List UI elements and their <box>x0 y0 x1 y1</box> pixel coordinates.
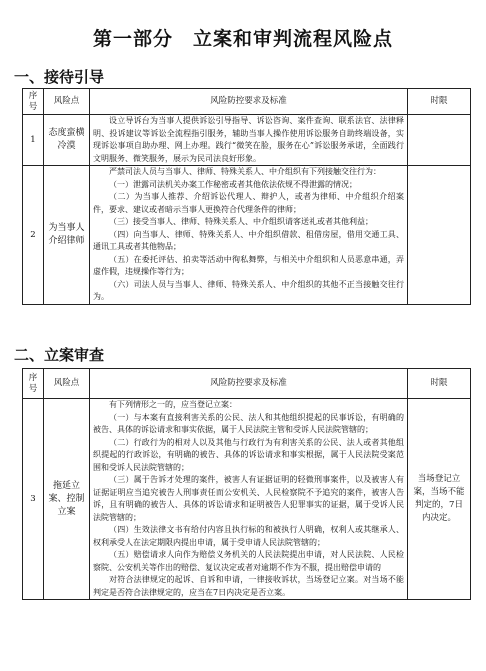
requirement-paragraph: （四）生效法律文书有给付内容且执行标的和被执行人明确，权利人或其继承人、权利承受人在法定期限内提出申请，属于受申请人民法院管辖的； <box>93 525 404 547</box>
risk-point: 拖延立案、控制立案 <box>44 399 90 600</box>
requirements-cell <box>90 166 408 305</box>
requirement-paragraph: （一）泄露司法机关办案工作秘密或者其他依法依规不得泄露的情况； <box>109 179 357 189</box>
requirement-paragraph: 严禁司法人员与当事人、律师、特殊关系人、中介组织有下列接触交往行为： <box>109 167 381 176</box>
requirement-paragraph: （五）赔偿请求人向作为赔偿义务机关的人民法院提出申请，对人民法院、人民检察院、公安机关等作出的赔偿、复议决定或者对逾期不作为不服，提出赔偿申请的 <box>93 550 404 572</box>
table-row <box>23 166 471 305</box>
col-header-time-limit: 时限 <box>408 369 471 399</box>
col-header-no: 序号 <box>23 369 44 399</box>
requirement-paragraph: 对符合法律规定的起诉、自诉和申请，一律接收诉状，当场登记立案。对当场不能判定是否符合法律规定的，应当在7日内决定是否立案。 <box>93 575 404 597</box>
requirement-paragraph: 有下列情形之一的，应当登记立案： <box>109 400 237 409</box>
section-heading-reception: 一、接待引导 <box>14 68 105 86</box>
col-header-no: 序号 <box>23 89 44 115</box>
col-header-time-limit: 时限 <box>408 89 471 115</box>
table-header-row <box>23 89 471 115</box>
requirement-paragraph: （六）司法人员与当事人、律师、特殊关系人、中介组织的其他不正当接触交往行为。 <box>93 279 404 301</box>
requirement-paragraph: （三）属于告诉才处理的案件，被害人有证据证明的轻微刑事案件，以及被害人有证据证明应当追究被告人刑事责任而公安机关、人民检察院不予追究的案件，被害人告诉，且有明确的被告人、具体的诉讼请求和证明被告人犯罪事实的证据，属于受诉人民法院管辖的； <box>93 475 404 522</box>
page-title: 第一部分 立案和审判流程风险点 <box>92 28 393 50</box>
row-number: 1 <box>23 115 44 166</box>
risk-table-filing-review <box>22 368 471 600</box>
requirement-paragraph: （三）接受当事人、律师、特殊关系人、中介组织请客送礼或者其他利益； <box>109 217 373 226</box>
requirement-paragraph: （四）向当事人、律师、特殊关系人、中介组织借款、租借房屋，借用交通工具、通讯工具或者其他物品； <box>93 229 404 251</box>
col-header-risk: 风险点 <box>44 89 90 115</box>
col-header-requirements: 风险防控要求及标准 <box>90 89 408 115</box>
requirement-paragraph: （一）与本案有直接利害关系的公民、法人和其他组织提起的民事诉讼，有明确的被告、具体的诉讼请求和事实依据，属于人民法院主管和受诉人民法院管辖的； <box>93 412 404 434</box>
col-header-risk: 风险点 <box>44 369 90 399</box>
risk-point: 为当事人介绍律师 <box>44 166 90 305</box>
time-limit: 当场登记立案，当场不能判定的，7日内决定。 <box>408 399 471 600</box>
requirement-paragraph: 设立导诉台为当事人提供诉讼引导指导、诉讼咨询、案件查询、联系法官、法律释明、投诉建议等诉讼全流程指引服务，辅助当事人操作使用诉讼服务自助终端设备，实现诉讼事项自助办理、网上办理。践行“微笑在脸，服务在心”诉讼服务承诺，全面践行文明服务、微笑服务，展示为民司法良好形象。 <box>93 116 404 163</box>
requirements-cell <box>90 399 408 600</box>
row-number: 3 <box>23 399 44 600</box>
section-heading-filing-review: 二、立案审查 <box>14 346 105 364</box>
time-limit <box>408 166 471 305</box>
risk-point: 态度蛮横冷漠 <box>44 115 90 166</box>
requirement-paragraph: （五）在委托评估、拍卖等活动中徇私舞弊，与相关中介组织和人员恶意串通，弄虚作假，违规操作等行为； <box>93 254 404 276</box>
risk-table-reception <box>22 88 471 305</box>
col-header-requirements: 风险防控要求及标准 <box>90 369 408 399</box>
requirements-cell <box>90 115 408 166</box>
table-header-row <box>23 369 471 399</box>
table-row <box>23 399 471 600</box>
requirement-paragraph: （二）为当事人推荐、介绍诉讼代理人、辩护人，或者为律师、中介组织介绍案件，要求、建议或者暗示当事人更换符合代理条件的律师； <box>93 192 404 214</box>
time-limit <box>408 115 471 166</box>
requirement-paragraph: （二）行政行为的相对人以及其他与行政行为有利害关系的公民、法人或者其他组织提起的行政诉讼，有明确的被告、具体的诉讼请求和事实根据，属于人民法院受案范围和受诉人民法院管辖的； <box>93 437 404 472</box>
table-row <box>23 115 471 166</box>
row-number: 2 <box>23 166 44 305</box>
